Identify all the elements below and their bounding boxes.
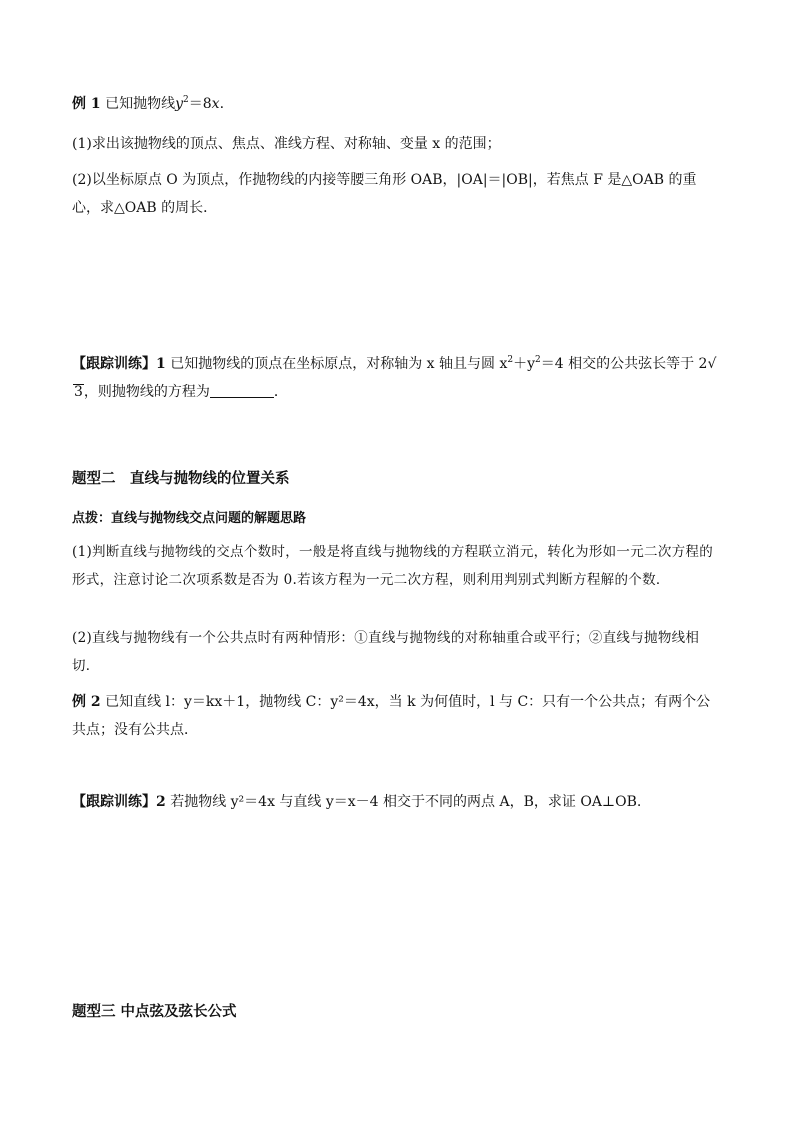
follow-up-1-label: 【跟踪训练】1 bbox=[72, 356, 166, 372]
example-1-label: 例 1 bbox=[72, 96, 101, 112]
section-3-title: 题型三 中点弦及弦长公式 bbox=[72, 1003, 237, 1020]
example-1-stem: 例 1 已知抛物线$y^2=8x$. bbox=[72, 95, 225, 112]
answer-blank[interactable] bbox=[210, 381, 274, 398]
example-1-question-2: (2)以坐标原点 O 为顶点，作抛物线的内接等腰三角形 OAB，|OA|＝|OB|，若焦点 F 是△OAB 的重心，求△OAB 的周长． bbox=[72, 172, 697, 216]
example-1-intro: 已知抛物线 bbox=[105, 96, 176, 112]
sqrt-radicand: 3 bbox=[74, 384, 83, 400]
follow-up-exercise-1: 【跟踪训练】1 已知抛物线的顶点在坐标原点，对称轴为 x 轴且与圆 $x^2+y^2=4$ 相交的公共弦长等于 2√3，则抛物线的方程为 ． bbox=[72, 355, 717, 400]
example-1-question-1: (1)求出该抛物线的顶点、焦点、准线方程、对称轴、变量 x 的范围； bbox=[72, 136, 501, 152]
section-2-title: 题型二 直线与抛物线的位置关系 bbox=[72, 470, 290, 487]
example-2-text: 已知直线 l：y＝kx＋1，抛物线 C：y²＝4x，当 k 为何值时，l 与 C：只有一个公共点；有两个公共点；没有公共点． bbox=[72, 694, 711, 738]
example-2-stem bbox=[72, 688, 724, 744]
follow-up-2-label: 【跟踪训练】2 bbox=[72, 794, 166, 810]
follow-up-exercise-2 bbox=[72, 788, 724, 816]
section-2-tip-1: (1)判断直线与抛物线的交点个数时，一般是将直线与抛物线的方程联立消元，转化为形如一元二次方程的形式，注意讨论二次项系数是否为 0.若该方程为一元二次方程，则利用判别式判断方程解的个数． bbox=[72, 544, 714, 588]
example-2-label: 例 2 bbox=[72, 694, 101, 710]
follow-up-2-text: 若抛物线 y²＝4x 与直线 y＝x－4 相交于不同的两点 A，B，求证 OA⊥OB. bbox=[170, 794, 642, 810]
section-2-tip-2: (2)直线与抛物线有一个公共点时有两种情形：①直线与抛物线的对称轴重合或平行；②直线与抛物线相切． bbox=[72, 630, 700, 674]
section-2-tip-title: 点拨：直线与抛物线交点问题的解题思路 bbox=[72, 511, 307, 526]
sqrt-sign: √ bbox=[707, 356, 717, 372]
